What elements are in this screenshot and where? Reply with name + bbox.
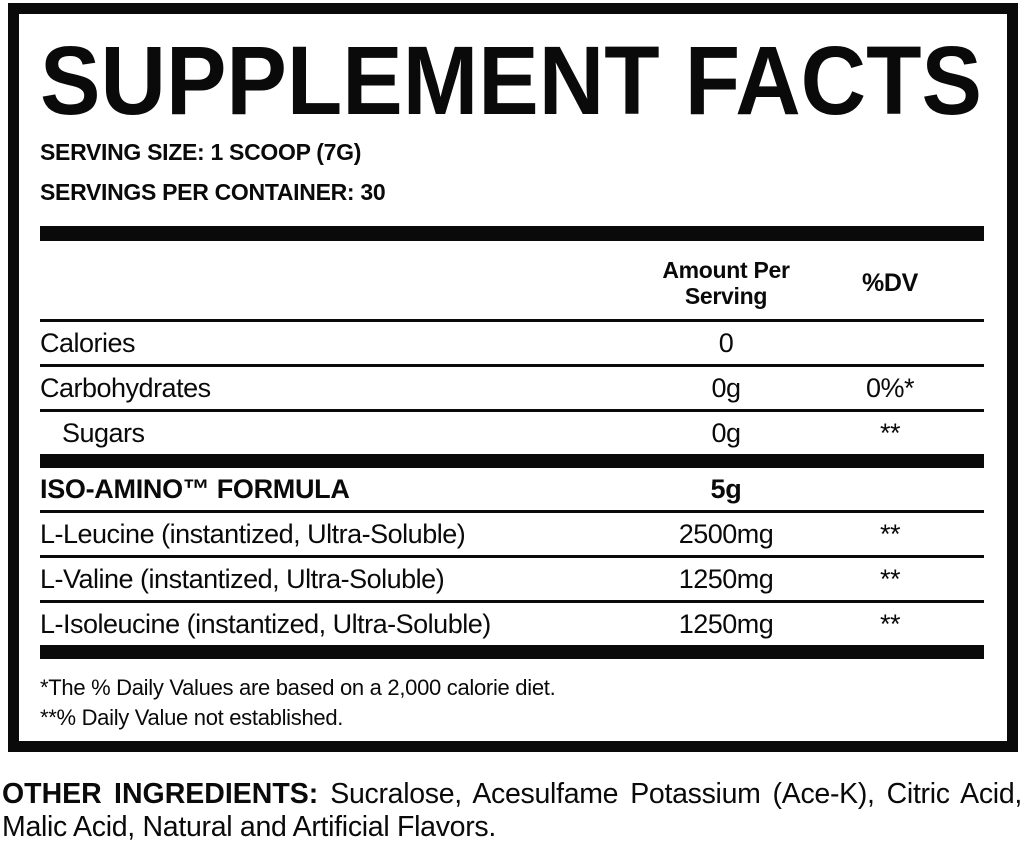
- table-row-l-leucine: [40, 513, 984, 555]
- section-divider-bar-top: [40, 226, 984, 241]
- table-row-calories: [40, 322, 984, 364]
- footnotes: [40, 673, 984, 733]
- other-ingredients: [2, 778, 1022, 844]
- nutrient-name: Calories: [40, 328, 136, 358]
- panel-title: SUPPLEMENT FACTS: [40, 41, 982, 119]
- table-row-carbohydrates: [40, 367, 984, 409]
- footnote-daily-values: *The % Daily Values are based on a 2,000 calorie diet.: [40, 675, 556, 700]
- ingredient-dv: **: [879, 609, 900, 639]
- table-row-l-valine: [40, 558, 984, 600]
- supplement-facts-panel: [8, 3, 1018, 752]
- ingredient-amount: 1250mg: [678, 609, 774, 639]
- nutrient-name: Sugars: [62, 418, 145, 448]
- ingredient-dv: **: [879, 564, 900, 594]
- footnote-dv-not-established: **% Daily Value not established.: [40, 705, 344, 730]
- ingredient-dv: **: [879, 519, 900, 549]
- servings-per-container-line: SERVINGS PER CONTAINER: 30: [40, 179, 386, 205]
- ingredient-name: L-Leucine (instantized, Ultra-Soluble): [40, 519, 466, 549]
- nutrient-name: Carbohydrates: [40, 373, 211, 403]
- nutrient-amount: 0: [718, 328, 734, 358]
- percent-dv-header: %DV: [861, 268, 919, 297]
- other-ingredients-text: Sucralose, Acesulfame Potassium (Ace-K), Citric Acid, Malic Acid, Natural and Artificial Flavors.: [2, 778, 1022, 843]
- formula-amount: 5g: [710, 474, 742, 504]
- table-row-sugars: [40, 412, 984, 454]
- amount-per-serving-header: Amount Per Serving: [662, 257, 790, 309]
- nutrient-dv: 0%*: [865, 373, 915, 403]
- ingredient-amount: 1250mg: [678, 564, 774, 594]
- table-header-row: [40, 241, 984, 319]
- section-divider-bar-middle: [40, 454, 984, 468]
- ingredient-name: L-Isoleucine (instantized, Ultra-Soluble): [40, 609, 491, 639]
- table-row-l-isoleucine: [40, 603, 984, 645]
- other-ingredients-label: OTHER INGREDIENTS:: [2, 778, 319, 810]
- serving-size-line: SERVING SIZE: 1 SCOOP (7G): [40, 139, 362, 165]
- ingredient-amount: 2500mg: [678, 519, 774, 549]
- formula-heading: ISO-AMINO™ FORMULA: [40, 474, 350, 504]
- ingredient-name: L-Valine (instantized, Ultra-Soluble): [40, 564, 445, 594]
- nutrient-dv: **: [879, 418, 900, 448]
- panel-title-graphic: [40, 41, 984, 119]
- section-divider-bar-bottom: [40, 645, 984, 659]
- nutrient-amount: 0g: [711, 418, 741, 448]
- table-row-formula-heading: [40, 468, 984, 510]
- nutrient-amount: 0g: [711, 373, 741, 403]
